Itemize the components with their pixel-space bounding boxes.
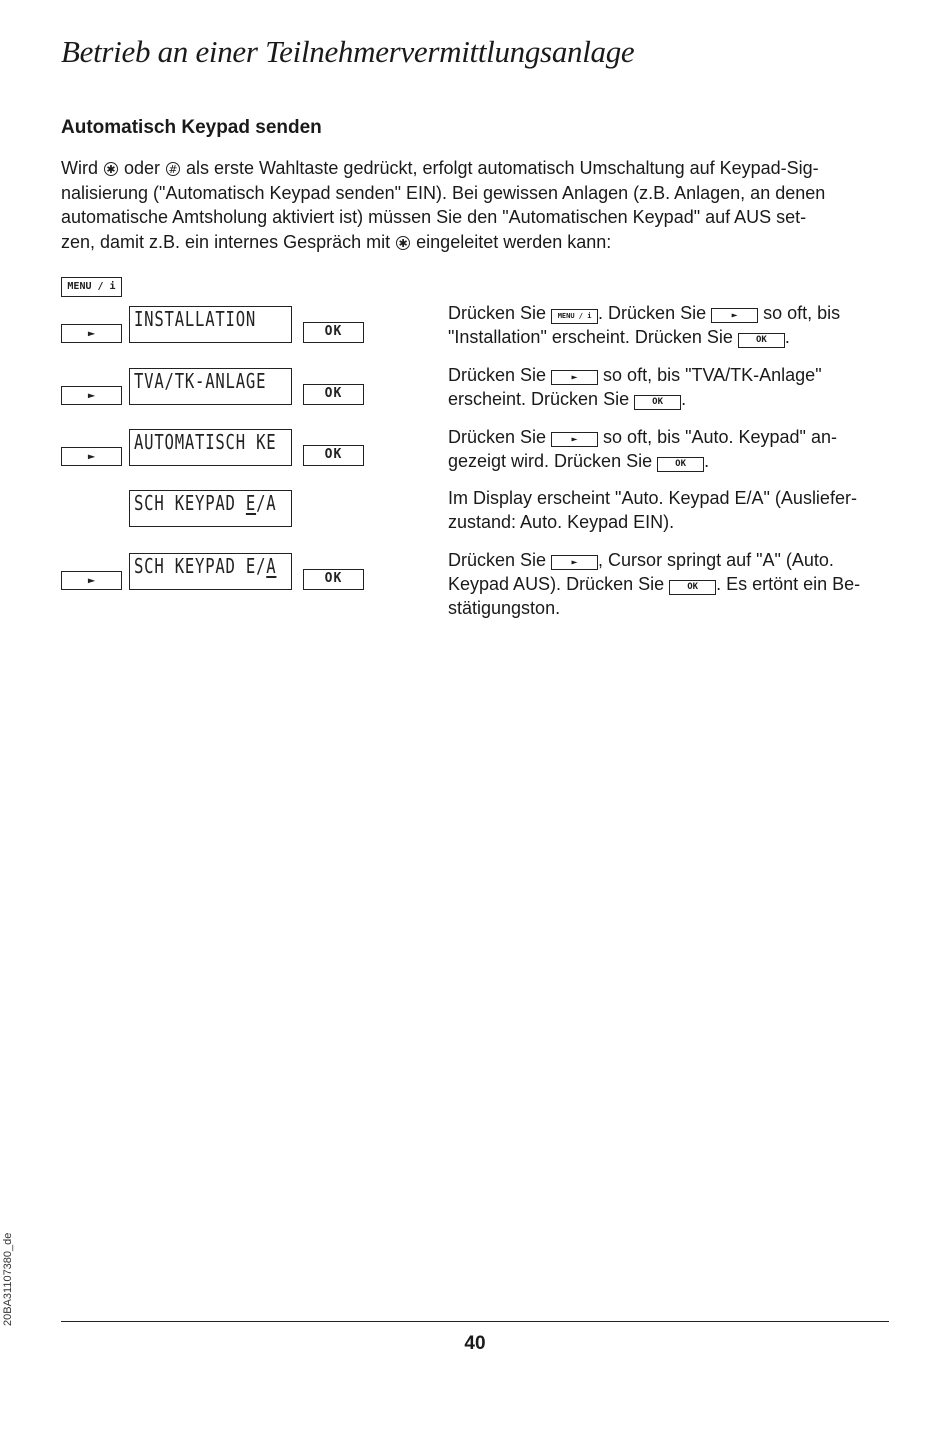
page-number: 40	[464, 1333, 486, 1354]
desc-text: , Cursor springt auf "A" (Auto.	[598, 550, 834, 570]
lcd-text: AUTOMATISCH KE	[134, 430, 277, 454]
desc-text: so oft, bis	[758, 303, 841, 323]
lcd-display	[129, 368, 292, 405]
doc-code: 20BA31107380_de	[2, 1232, 14, 1326]
arrow-key: ►	[61, 324, 122, 343]
star-key-icon: ✱	[396, 236, 410, 250]
desc-line: zustand: Auto. Keypad EIN).	[448, 512, 675, 532]
step-description	[448, 301, 898, 349]
desc-line: Im Display erscheint "Auto. Keypad E/A" (Ausliefer-	[448, 488, 857, 508]
intro-line: automatische Amtsholung aktiviert ist) müssen Sie den "Automatischen Keypad" auf AUS set-	[61, 207, 807, 227]
desc-text: Keypad AUS). Drücken Sie	[448, 574, 670, 594]
desc-text: . Es ertönt ein Be-	[716, 574, 861, 594]
desc-text: Drücken Sie	[448, 303, 552, 323]
lcd-display	[129, 306, 292, 343]
lcd-text	[134, 555, 276, 577]
intro-line	[61, 230, 891, 255]
desc-text: gezeigt wird. Drücken Sie	[448, 451, 658, 471]
ok-key-inline: OK	[657, 457, 704, 472]
step-description	[448, 486, 898, 534]
lcd-text-part: /A	[256, 491, 277, 515]
intro-line	[61, 156, 891, 181]
lcd-text: TVA/TK-ANLAGE	[134, 369, 267, 393]
ok-key: OK	[303, 384, 364, 405]
ok-key: OK	[303, 322, 364, 343]
desc-line	[448, 301, 898, 325]
lcd-display	[129, 490, 292, 527]
desc-text: "Installation" erscheint. Drücken Sie	[448, 327, 738, 347]
footer-rule	[61, 1321, 889, 1322]
desc-line	[448, 363, 898, 387]
lcd-cursor: E	[245, 491, 257, 515]
desc-text: .	[704, 451, 710, 471]
intro-line: nalisierung ("Automatisch Keypad senden" EIN). Bei gewissen Anlagen (z.B. Anlagen, an denen	[61, 182, 826, 203]
desc-text: Drücken Sie	[448, 550, 552, 570]
section-heading: Automatisch Keypad senden	[61, 117, 322, 138]
ok-key: OK	[303, 445, 364, 466]
lcd-text	[134, 492, 276, 514]
intro-text: zen, damit z.B. ein internes Gespräch mit	[61, 231, 396, 252]
arrow-key-inline: ►	[551, 370, 598, 385]
desc-text: Drücken Sie	[448, 365, 552, 385]
lcd-text: INSTALLATION	[134, 307, 257, 331]
desc-line	[448, 572, 898, 596]
desc-line	[448, 548, 898, 572]
arrow-key-inline: ►	[551, 555, 598, 570]
desc-text: .	[784, 327, 790, 347]
lcd-text-part: SCH KEYPAD E/	[134, 554, 267, 578]
menu-info-key-inline: MENU / i	[551, 309, 598, 324]
intro-text: eingeleitet werden kann:	[411, 231, 612, 252]
desc-line	[448, 449, 898, 473]
ok-key-inline: OK	[738, 333, 785, 348]
page-title: Betrieb an einer Teilnehmervermittlungsanlage	[61, 34, 635, 69]
desc-line	[448, 387, 898, 411]
desc-text: so oft, bis "Auto. Keypad" an-	[598, 427, 837, 447]
arrow-key: ►	[61, 571, 122, 590]
step-description	[448, 363, 898, 411]
step-description	[448, 425, 898, 473]
arrow-key: ►	[61, 386, 122, 405]
desc-line	[448, 325, 898, 349]
intro-text: als erste Wahltaste gedrückt, erfolgt automatisch Umschaltung auf Keypad-Sig-	[181, 158, 819, 178]
arrow-key: ►	[61, 447, 122, 466]
ok-key-inline: OK	[669, 580, 716, 595]
desc-text: erscheint. Drücken Sie	[448, 389, 635, 409]
desc-text: . Drücken Sie	[598, 303, 712, 323]
desc-text: so oft, bis "TVA/TK-Anlage"	[598, 365, 822, 385]
star-key-icon: ✱	[104, 162, 118, 176]
lcd-text-part: SCH KEYPAD	[134, 491, 246, 515]
lcd-cursor: A	[266, 554, 277, 578]
desc-line: stätigungston.	[448, 598, 561, 618]
arrow-key-inline: ►	[551, 432, 598, 447]
lcd-display	[129, 553, 292, 590]
desc-line	[448, 425, 898, 449]
ok-key-inline: OK	[634, 395, 681, 410]
arrow-key-inline: ►	[711, 308, 758, 323]
desc-text: .	[681, 389, 687, 409]
intro-text: oder	[119, 158, 166, 178]
desc-text: Drücken Sie	[448, 427, 552, 447]
menu-info-key: MENU / i	[61, 277, 122, 297]
lcd-display	[129, 429, 292, 466]
intro-paragraph	[61, 156, 891, 254]
intro-text: Wird	[61, 158, 103, 178]
hash-key-icon: #	[166, 162, 180, 176]
ok-key: OK	[303, 569, 364, 590]
step-description	[448, 548, 898, 620]
